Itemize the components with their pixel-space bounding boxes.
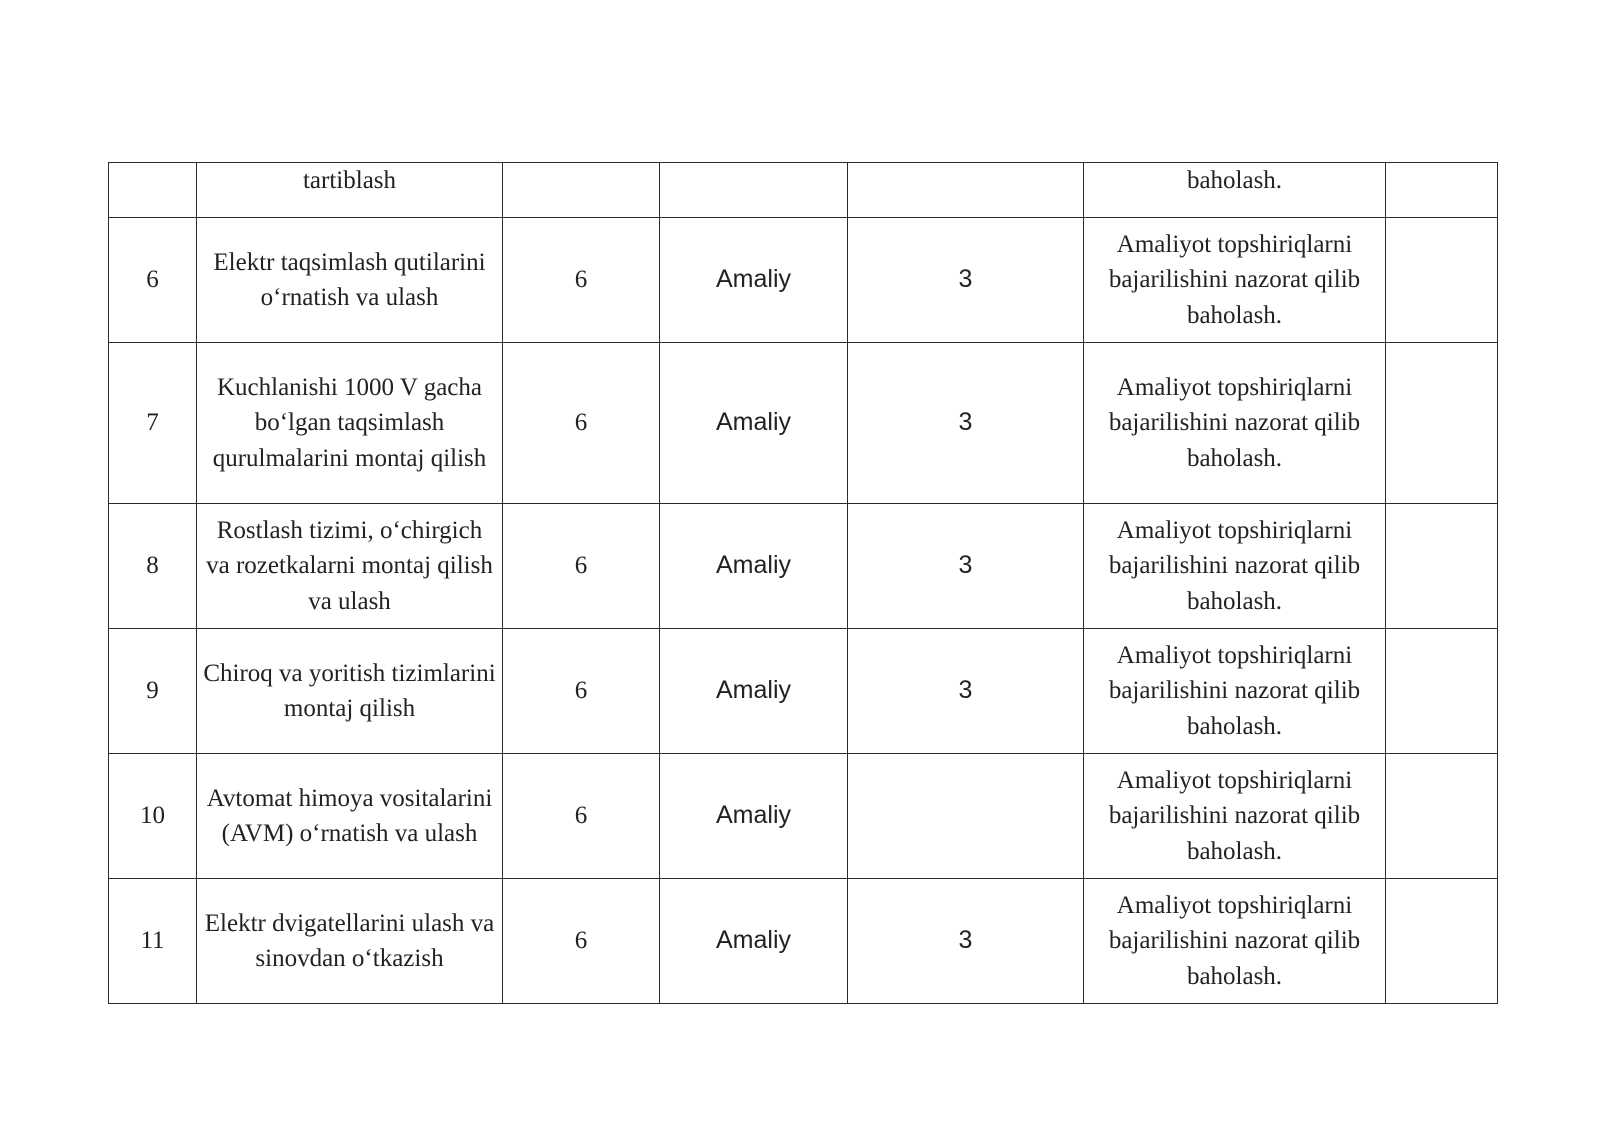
cell-credits: 3 xyxy=(848,343,1084,504)
cell-hours: 6 xyxy=(503,343,660,504)
cell-topic: Kuchlanishi 1000 V gacha bo‘lgan taqsimlash qurulmalarini montaj qilish xyxy=(197,343,503,504)
cell-hours: 6 xyxy=(503,218,660,343)
cell-notes xyxy=(1386,163,1498,218)
cell-credits xyxy=(848,754,1084,879)
cell-type xyxy=(660,163,848,218)
cell-assessment: Amaliyot topshiriqlarni bajarilishini nazorat qilib baholash. xyxy=(1084,504,1386,629)
cell-credits: 3 xyxy=(848,504,1084,629)
cell-hours: 6 xyxy=(503,754,660,879)
cell-assessment: Amaliyot topshiriqlarni bajarilishini nazorat qilib baholash. xyxy=(1084,343,1386,504)
cell-notes xyxy=(1386,504,1498,629)
cell-type: Amaliy xyxy=(660,504,848,629)
cell-hours: 6 xyxy=(503,504,660,629)
cell-notes xyxy=(1386,879,1498,1004)
cell-assessment: Amaliyot topshiriqlarni bajarilishini nazorat qilib baholash. xyxy=(1084,879,1386,1004)
cell-type: Amaliy xyxy=(660,879,848,1004)
cell-hours: 6 xyxy=(503,629,660,754)
cell-assessment: Amaliyot topshiriqlarni bajarilishini nazorat qilib baholash. xyxy=(1084,754,1386,879)
cell-topic: Chiroq va yoritish tizimlarini montaj qilish xyxy=(197,629,503,754)
schedule-table xyxy=(108,162,1498,1004)
cell-topic: tartiblash xyxy=(197,163,503,218)
table-row xyxy=(109,879,1498,1004)
table-row xyxy=(109,504,1498,629)
cell-no: 11 xyxy=(109,879,197,1004)
cell-assessment: Amaliyot topshiriqlarni bajarilishini nazorat qilib baholash. xyxy=(1084,218,1386,343)
cell-no: 6 xyxy=(109,218,197,343)
cell-no xyxy=(109,163,197,218)
cell-no: 10 xyxy=(109,754,197,879)
cell-hours: 6 xyxy=(503,879,660,1004)
cell-topic: Elektr dvigatellarini ulash va sinovdan o‘tkazish xyxy=(197,879,503,1004)
cell-notes xyxy=(1386,754,1498,879)
cell-credits: 3 xyxy=(848,629,1084,754)
cell-type: Amaliy xyxy=(660,629,848,754)
table-row xyxy=(109,218,1498,343)
cell-no: 8 xyxy=(109,504,197,629)
cell-notes xyxy=(1386,629,1498,754)
cell-assessment: baholash. xyxy=(1084,163,1386,218)
cell-credits: 3 xyxy=(848,879,1084,1004)
table-row xyxy=(109,343,1498,504)
cell-topic: Rostlash tizimi, o‘chirgich va rozetkalarni montaj qilish va ulash xyxy=(197,504,503,629)
cell-credits: 3 xyxy=(848,218,1084,343)
cell-notes xyxy=(1386,343,1498,504)
table-row xyxy=(109,754,1498,879)
cell-notes xyxy=(1386,218,1498,343)
table-row xyxy=(109,163,1498,218)
cell-topic: Elektr taqsimlash qutilarini o‘rnatish va ulash xyxy=(197,218,503,343)
cell-type: Amaliy xyxy=(660,343,848,504)
cell-no: 7 xyxy=(109,343,197,504)
cell-hours xyxy=(503,163,660,218)
cell-topic: Avtomat himoya vositalarini (AVM) o‘rnatish va ulash xyxy=(197,754,503,879)
cell-type: Amaliy xyxy=(660,754,848,879)
table-row xyxy=(109,629,1498,754)
cell-no: 9 xyxy=(109,629,197,754)
cell-assessment: Amaliyot topshiriqlarni bajarilishini nazorat qilib baholash. xyxy=(1084,629,1386,754)
cell-credits xyxy=(848,163,1084,218)
cell-type: Amaliy xyxy=(660,218,848,343)
